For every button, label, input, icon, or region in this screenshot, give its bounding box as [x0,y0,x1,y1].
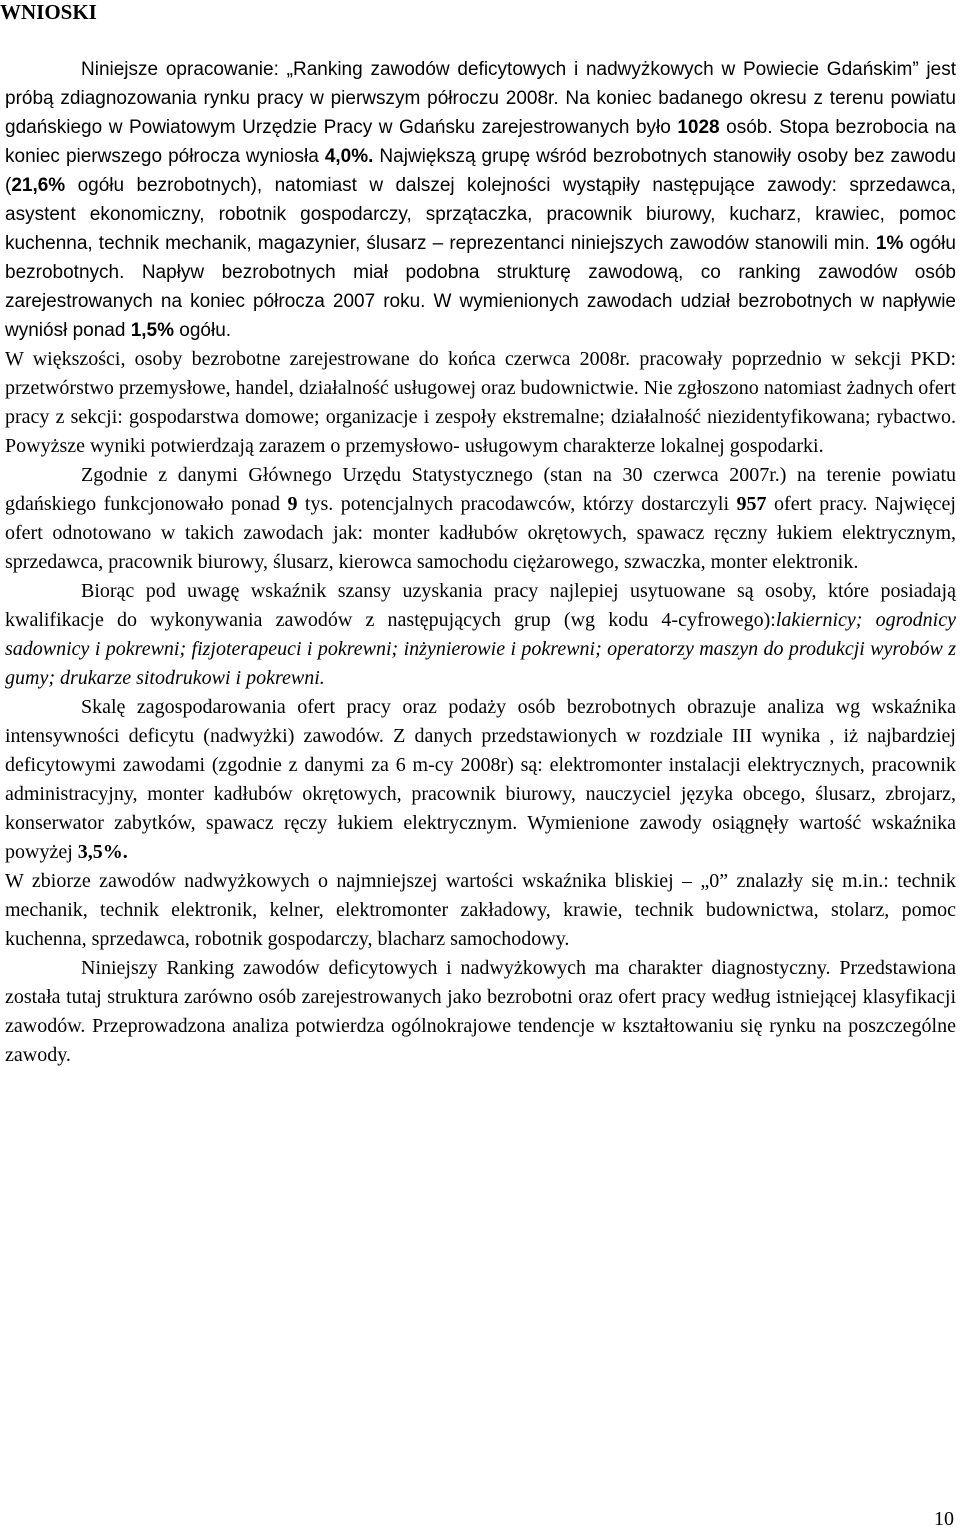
text-run: Największą grupę wśród bezrobotnych stanowiły osoby bez zawodu ( [5,146,956,196]
min-share: 1% [875,233,904,254]
unemployment-rate: 4,0%. [324,146,374,167]
body-text [5,55,956,1070]
paragraph-pkd-sections: W większości, osoby bezrobotne zarejestrowane do końca czerwca 2008r. pracowały poprzednio w sekcji PKD: przetwórstwo przemysłowe, handel, działalność usługowej oraz budownictwie. Nie zgłoszono natomiast żadnych ofert pracy z sekcji: gospodarstwa domowe; organizacje i zespoły ekstremalne; działalność niezidentyfikowana; rybactwo. Powyższe wyniki potwierdzają zarazem o przemysłowo- usługowym charakterze lokalnej gospodarki. [5,348,956,457]
text-run: osób. Stopa bezrobocia na koniec pierwszego półrocza wyniosła [5,117,956,167]
paragraph-employers [5,461,956,577]
paragraph-conclusion: Niniejszy Ranking zawodów deficytowych i nadwyżkowych ma charakter diagnostyczny. Przedstawiona została tutaj struktura zarówno osób zarejestrowanych jako bezrobotni oraz ofert pracy według istniejącej klasyfikacji zawodów. Przeprowadzona analiza potwierdza ogólnokrajowe tendencje w kształtowaniu się rynku na poszczególne zawody. [5,957,956,1066]
text-run: ogółu bezrobotnych), natomiast w dalszej kolejności wystąpiły następujące zawody: sprzedawca, asystent ekonomiczny, robotnik gospodarczy, sprzątaczka, pracownik biurowy, kucharz, krawiec, pomoc kuchenna, technik mechanik, magazynier, ślusarz – reprezentanci niniejszych zawodów stanowili min. [5,175,956,254]
paragraph-job-chance [5,577,956,693]
page-number: 10 [934,1508,954,1530]
text-run: ogółu bezrobotnych. Napływ bezrobotnych miał podobna strukturę zawodową, co ranking zawodów osób zarejestrowanych na koniec półrocza 2007 roku. W wymienionych zawodach udział bezrobotnych w napływie wyniósł ponad [5,233,956,341]
paragraph-deficit [5,693,956,867]
no-profession-share: 21,6% [11,175,66,196]
employers-count: 9 [287,493,298,515]
inflow-share: 1,5% [130,320,175,341]
deficit-threshold: 3,5%. [77,841,128,863]
text-run: tys. potencjalnych pracodawców, którzy dostarczyli [297,493,737,515]
text-run: Skalę zagospodarowania ofert pracy oraz podaży osób bezrobotnych obrazuje analiza wg wskaźnika intensywności deficytu (nadwyżki) zawodów. Z danych przedstawionych w rozdziale III wynika , iż najbardziej deficytowymi zawodami (zgodnie z danymi za 6 m-cy 2008r) są: elektromonter instalacji elektrycznych, pracownik administracyjny, monter kadłubów okrętowych, pracownik biurowy, nauczyciel języka obcego, ślusarz, zbrojarz, konserwator zabytków, spawacz ręczy łukiem elektrycznym. Wymienione zawody osiągnęły wartość wskaźnika powyżej [5,696,956,863]
paragraph-intro [5,55,956,345]
occupation-groups: lakiernicy; ogrodnicy sadownicy i pokrewni; fizjoterapeuci i pokrewni; inżynierowie i pokrewni; operatorzy maszyn do produkcji wyrobów z gumy; drukarze sitodrukowi i pokrewni. [5,609,956,689]
text-run: Zgodnie z danymi Głównego Urzędu Statystycznego (stan na 30 czerwca 2007r.) na terenie powiatu gdańskiego funkcjonowało ponad [5,464,956,515]
text-run: Biorąc pod uwagę wskaźnik szansy uzyskania pracy najlepiej usytuowane są osoby, które posiadają kwalifikacje do wykonywania zawodów z następujących grup (wg kodu 4-cyfrowego): [5,580,956,631]
text-run: Niniejsze opracowanie: „Ranking zawodów deficytowych i nadwyżkowych w Powiecie Gdańskim” jest próbą zdiagnozowania rynku pracy w pierwszym półroczu 2008r. Na koniec badanego okresu z terenu powiatu gdańskiego w Powiatowym Urzędzie Pracy w Gdańsku zarejestrowanych było [5,59,956,138]
text-run: ogółu. [174,320,232,341]
paragraph-surplus: W zbiorze zawodów nadwyżkowych o najmniejszej wartości wskaźnika bliskiej – „0” znalazły się m.in.: technik mechanik, technik elektronik, kelner, elektromonter zakładowy, krawie, technik budownictwa, stolarz, pomoc kuchenna, sprzedawca, robotnik gospodarczy, blacharz samochodowy. [5,870,956,950]
section-heading: WNIOSKI [0,0,97,24]
registered-count: 1028 [677,117,720,138]
offers-count: 957 [736,493,767,515]
text-run: ofert pracy. Najwięcej ofert odnotowano w takich zawodach jak: monter kadłubów okrętowych, spawacz ręczny łukiem elektrycznym, sprzedawca, pracownik biurowy, ślusarz, kierowca samochodu ciężarowego, szwaczka, monter elektronik. [5,493,956,573]
